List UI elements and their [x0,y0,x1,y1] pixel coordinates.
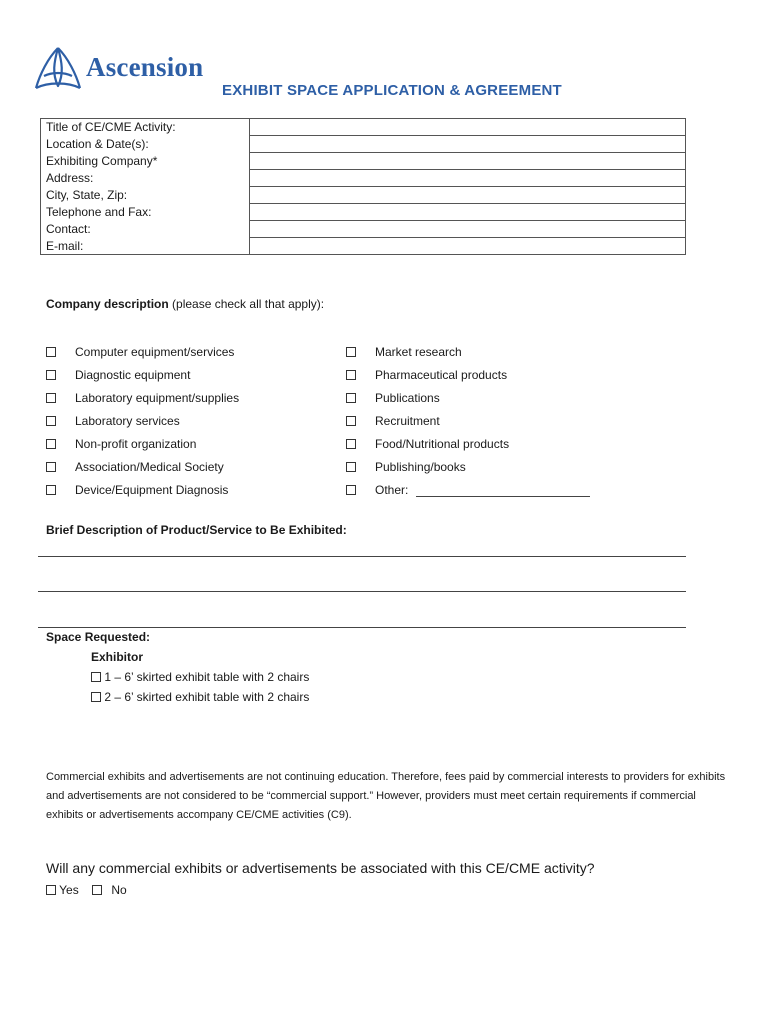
space-option-2 [91,689,309,705]
space-option-1-checkbox[interactable] [91,672,101,682]
info-label: City, State, Zip: [41,187,250,204]
company-right-option-checkbox[interactable] [346,485,356,495]
company-left-option-label: Device/Equipment Diagnosis [75,483,229,497]
info-label: Location & Date(s): [41,136,250,153]
info-row [41,170,686,187]
info-input[interactable] [250,204,686,221]
space-option-1 [91,669,309,685]
info-row [41,136,686,153]
info-label: Title of CE/CME Activity: [41,119,250,136]
company-left-option-checkbox[interactable] [46,462,56,472]
company-right-option-checkbox[interactable] [346,462,356,472]
info-input[interactable] [250,221,686,238]
no-checkbox[interactable] [92,885,102,895]
company-right-option-checkbox[interactable] [346,393,356,403]
commercial-notice: Commercial exhibits and advertisements are not continuing education. Therefore, fees paid by commercial interests to providers for exhibits and advertisements are not considered to be “commercial support.” However, providers must meet certain requirements if commercial exhibits or advertisements accompany CE/CME activities (C9). [46,771,726,821]
info-label: Contact: [41,221,250,238]
company-right-option-label: Other: [375,483,409,497]
company-right-option-label: Publishing/books [375,460,466,474]
company-description-label [46,297,324,311]
company-left-option-label: Laboratory services [75,414,180,428]
company-right-option-label: Publications [375,391,440,405]
info-label: Exhibiting Company* [41,153,250,170]
no-label: No [111,883,127,897]
company-left-option-checkbox[interactable] [46,439,56,449]
company-left-option-label: Association/Medical Society [75,460,224,474]
info-row [41,221,686,238]
description-line-1[interactable] [38,556,686,557]
space-requested-label: Space Requested: [46,630,151,644]
info-input[interactable] [250,153,686,170]
company-right-option-label: Food/Nutritional products [375,437,510,451]
space-option-1-label: 1 – 6’ skirted exhibit table with 2 chairs [104,670,310,684]
company-left-option-label: Diagnostic equipment [75,368,191,382]
commercial-question: Will any commercial exhibits or advertisements be associated with this CE/CME activity? [46,860,595,876]
info-label: Address: [41,170,250,187]
company-right-option-label: Market research [375,345,462,359]
company-left-option-checkbox[interactable] [46,485,56,495]
company-left-option-label: Computer equipment/services [75,345,235,359]
applicant-info-table [40,118,686,255]
company-left-option-label: Non-profit organization [75,437,197,451]
description-line-2[interactable] [38,591,686,592]
company-description-hint: (please check all that apply): [168,297,325,311]
info-row [41,187,686,204]
info-label: Telephone and Fax: [41,204,250,221]
info-input[interactable] [250,119,686,136]
company-left-option-checkbox[interactable] [46,416,56,426]
other-input-line[interactable] [416,496,590,497]
company-left-option-checkbox[interactable] [46,370,56,380]
company-right-option-label: Recruitment [375,414,440,428]
info-row [41,153,686,170]
space-option-2-label: 2 – 6’ skirted exhibit table with 2 chairs [104,690,310,704]
form-title: EXHIBIT SPACE APPLICATION & AGREEMENT [222,82,562,99]
company-right-option-label: Pharmaceutical products [375,368,508,382]
company-description-heading: Company description [46,297,169,311]
brief-description-label: Brief Description of Product/Service to Be Exhibited: [46,523,347,537]
brand-name: Ascension [86,52,204,82]
company-right-option-checkbox[interactable] [346,439,356,449]
yes-label: Yes [59,883,79,897]
info-row [41,238,686,255]
answer-options [46,882,127,898]
info-row [41,204,686,221]
description-line-3[interactable] [38,627,686,628]
space-option-2-checkbox[interactable] [91,692,101,702]
info-label: E-mail: [41,238,250,255]
yes-checkbox[interactable] [46,885,56,895]
info-row [41,119,686,136]
info-input[interactable] [250,187,686,204]
company-left-option-label: Laboratory equipment/supplies [75,391,240,405]
info-input[interactable] [250,238,686,255]
company-right-option-checkbox[interactable] [346,347,356,357]
company-right-option-checkbox[interactable] [346,416,356,426]
company-left-option-checkbox[interactable] [46,393,56,403]
info-input[interactable] [250,136,686,153]
info-input[interactable] [250,170,686,187]
company-right-option-checkbox[interactable] [346,370,356,380]
company-left-option-checkbox[interactable] [46,347,56,357]
exhibitor-label: Exhibitor [91,650,144,664]
